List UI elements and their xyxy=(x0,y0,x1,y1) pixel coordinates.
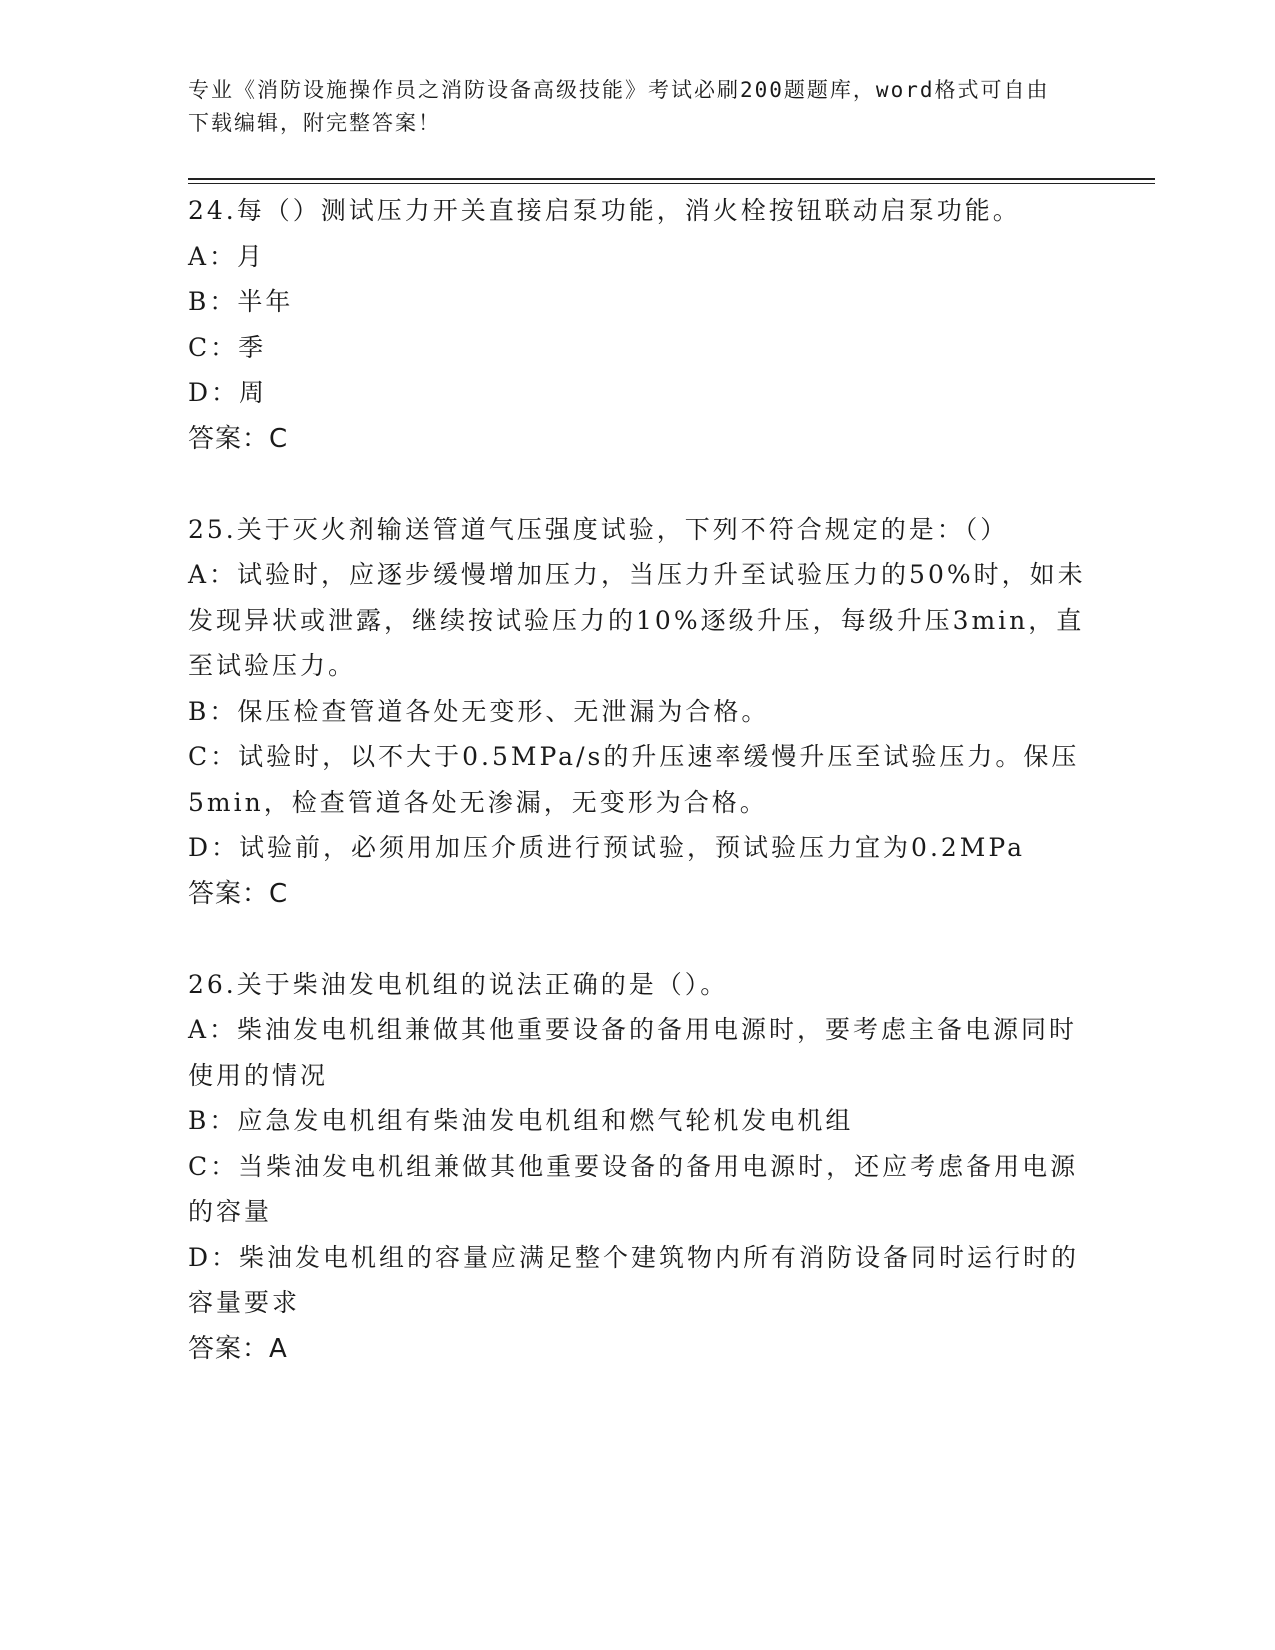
question-24 xyxy=(188,188,1088,462)
option-c: C：当柴油发电机组兼做其他重要设备的备用电源时，还应考虑备用电源的容量 xyxy=(188,1151,1079,1226)
option-a: A：柴油发电机组兼做其他重要设备的备用电源时，要考虑主备电源同时使用的情况 xyxy=(188,1015,1078,1090)
option-d: D：周 xyxy=(188,378,268,407)
answer-label: 答案：A xyxy=(188,1333,288,1364)
question-stem: 24.每（）测试压力开关直接启泵功能，消火栓按钮联动启泵功能。 xyxy=(188,196,1021,225)
document-header: 专业《消防设施操作员之消防设备高级技能》考试必刷200题题库，word格式可自由下载编辑，附完整答案！ xyxy=(188,78,1050,135)
question-stem: 25.关于灭火剂输送管道气压强度试验，下列不符合规定的是：（） xyxy=(188,514,1009,544)
question-stem: 26.关于柴油发电机组的说法正确的是（）。 xyxy=(188,969,729,999)
header-divider xyxy=(188,178,1155,184)
answer-label: 答案：C xyxy=(188,423,289,454)
question-25 xyxy=(188,507,1088,917)
option-b: B：应急发电机组有柴油发电机组和燃气轮机发电机组 xyxy=(188,1106,854,1135)
option-a: A：试验时，应逐步缓慢增加压力，当压力升至试验压力的50%时，如未发现异状或泄露，继续按试验压力的10%逐级升压，每级升压3min，直至试验压力。 xyxy=(188,560,1086,680)
question-list xyxy=(188,188,1088,1417)
question-26 xyxy=(188,962,1088,1372)
option-c: C：试验时，以不大于0.5MPa/s的升压速率缓慢升压至试验压力。保压5min，检查管道各处无渗漏，无变形为合格。 xyxy=(188,742,1080,817)
option-d: D：柴油发电机组的容量应满足整个建筑物内所有消防设备同时运行时的容量要求 xyxy=(188,1242,1080,1317)
option-d: D：试验前，必须用加压介质进行预试验，预试验压力宜为0.2MPa xyxy=(188,833,1026,862)
option-a: A：月 xyxy=(188,241,266,271)
option-b: B：半年 xyxy=(188,287,294,316)
option-b: B：保压检查管道各处无变形、无泄漏为合格。 xyxy=(188,696,770,726)
option-c: C：季 xyxy=(188,332,267,362)
answer-label: 答案：C xyxy=(188,878,289,909)
